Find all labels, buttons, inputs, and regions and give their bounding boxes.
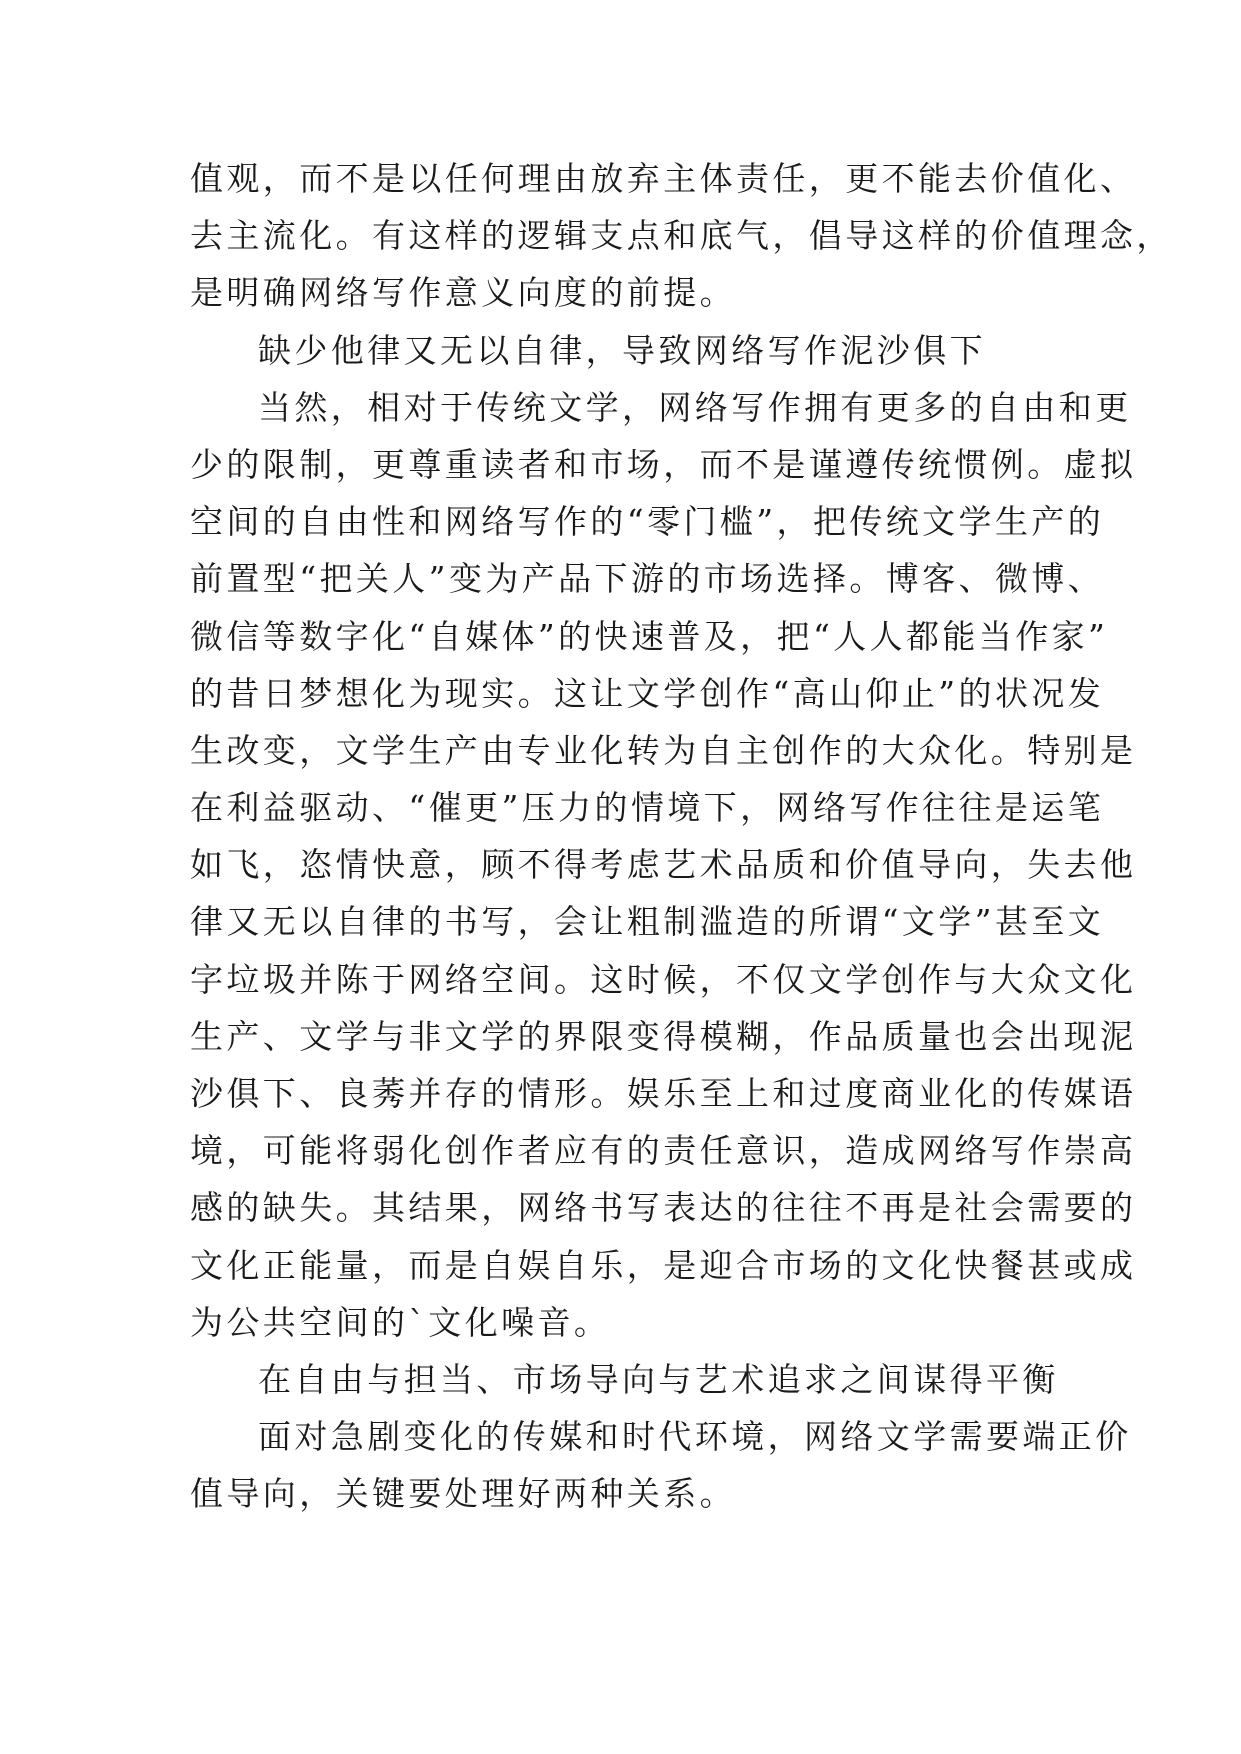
text-line: 感的缺失。其结果，网络书写表达的往往不再是社会需要的 — [190, 1188, 1137, 1228]
text-line: 值导向，关键要处理好两种关系。 — [190, 1474, 736, 1514]
text-line: 少的限制，更尊重读者和市场，而不是谨遵传统惯例。虚拟 — [190, 444, 1137, 484]
document-body — [190, 150, 1173, 1523]
text-line: 生产、文学与非文学的界限变得模糊，作品质量也会出现泥 — [190, 1016, 1137, 1056]
text-line: 当然，相对于传统文学，网络写作拥有更多的自由和更 — [258, 387, 1132, 427]
text-line: 为公共空间的`文化噪音。 — [190, 1302, 611, 1342]
text-line: 是明确网络写作意义向度的前提。 — [190, 273, 736, 313]
text-line: 生改变，文学生产由专业化转为自主创作的大众化。特别是 — [190, 730, 1137, 770]
text-line: 空间的自由性和网络写作的“零门槛”，把传统文学生产的 — [190, 502, 1105, 542]
text-line: 值观，而不是以任何理由放弃主体责任，更不能去价值化、 — [190, 159, 1137, 198]
text-line: 律又无以自律的书写，会让粗制滥造的所谓“文学”甚至文 — [190, 902, 1105, 942]
section-heading: 在自由与担当、市场导向与艺术追求之间谋得平衡 — [258, 1359, 1059, 1399]
text-line: 境，可能将弱化创作者应有的责任意识，造成网络写作崇高 — [190, 1131, 1137, 1171]
section-heading: 缺少他律又无以自律，导致网络写作泥沙俱下 — [258, 330, 986, 370]
text-line: 前置型“把关人”变为产品下游的市场选择。博客、微博、 — [190, 559, 1105, 599]
text-line: 微信等数字化“自媒体”的快速普及，把“人人都能当作家” — [190, 616, 1109, 656]
text-line: 在利益驱动、“催更”压力的情境下，网络写作往往是运笔 — [190, 788, 1105, 828]
text-line: 文化正能量，而是自娱自乐，是迎合市场的文化快餐甚或成 — [190, 1245, 1137, 1285]
text-line: 如飞，恣情快意，顾不得考虑艺术品质和价值导向，失去他 — [190, 845, 1137, 885]
text-line: 去主流化。有这样的逻辑支点和底气，倡导这样的价值理念， — [190, 216, 1173, 256]
text-line: 面对急剧变化的传媒和时代环境，网络文学需要端正价 — [258, 1417, 1132, 1457]
text-line: 沙俱下、良莠并存的情形。娱乐至上和过度商业化的传媒语 — [190, 1074, 1137, 1113]
text-line: 字垃圾并陈于网络空间。这时候，不仅文学创作与大众文化 — [190, 959, 1137, 999]
text-line: 的昔日梦想化为现实。这让文学创作“高山仰止”的状况发 — [190, 673, 1105, 713]
